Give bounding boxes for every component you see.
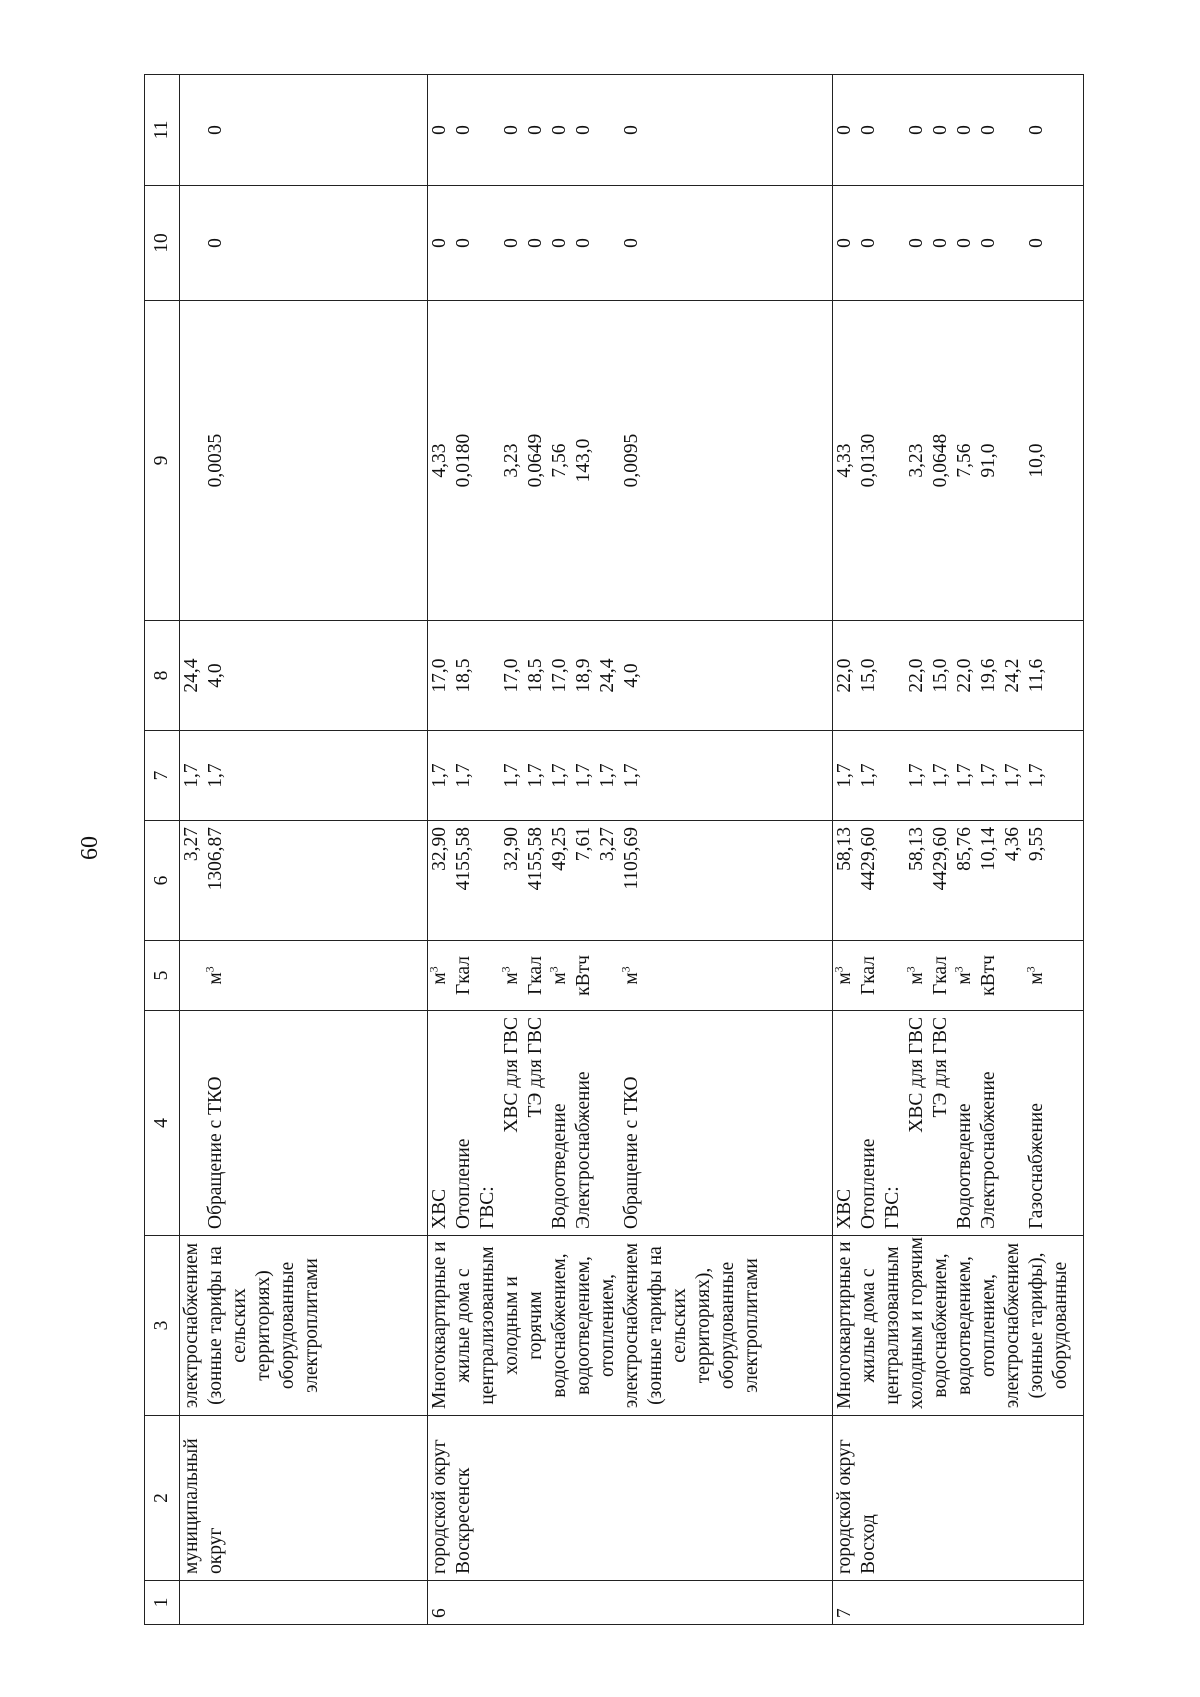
- service-cell: [833, 1011, 1084, 1236]
- housing-type-line: отоплением,: [978, 1273, 999, 1378]
- col10-value: 0: [501, 238, 522, 248]
- service-name: Обращение с ТКО: [205, 1076, 226, 1229]
- col10-value: [180, 192, 204, 294]
- col9-value: 0,0180: [453, 433, 474, 488]
- unit-value: [881, 947, 905, 1004]
- page-number: 60: [77, 836, 103, 860]
- unit-cell: [833, 941, 1084, 1011]
- col10-value: 0: [930, 238, 951, 248]
- municipality-cell: [428, 1416, 833, 1581]
- housing-type-line: (зонные тарифы на: [645, 1246, 666, 1405]
- col8-value: 15,0: [930, 658, 951, 693]
- col10-value: 0: [429, 238, 450, 248]
- col7-value: 1,7: [906, 763, 927, 788]
- housing-type-line: водоотведением,: [573, 1256, 594, 1395]
- service-name: Газоснабжение: [1026, 1103, 1047, 1229]
- header-cell: 10: [145, 186, 180, 301]
- col7-value: 1,7: [858, 763, 879, 788]
- municipality-line: городской округ: [429, 1439, 450, 1574]
- col8-value: 4,0: [621, 663, 642, 688]
- col8-value: 19,6: [978, 658, 999, 693]
- col6-value: 49,25: [549, 827, 570, 871]
- col10-value: 0: [205, 238, 226, 248]
- table-row: [833, 75, 1084, 1625]
- row-number-cell: 7: [833, 1581, 1084, 1625]
- unit-value: [1001, 947, 1025, 1004]
- col11-value: 0: [549, 125, 570, 135]
- col7-value: 1,7: [205, 763, 226, 788]
- col7-value: [476, 737, 500, 814]
- col11-value: [596, 81, 620, 179]
- housing-type-line: оборудованные: [1050, 1261, 1071, 1390]
- housing-type-line: оборудованные: [717, 1261, 738, 1390]
- service-name: ХВС: [429, 1188, 450, 1229]
- housing-type-line: холодным и: [501, 1276, 522, 1375]
- col9-value: [596, 307, 620, 614]
- housing-type-line: холодным и горячим: [906, 1237, 927, 1409]
- header-cell: 7: [145, 731, 180, 821]
- col8-value: 11,6: [1026, 658, 1047, 693]
- service-name: ТЭ для ГВС: [930, 1017, 951, 1118]
- col9-cell: [833, 301, 1084, 621]
- col8-value: 24,4: [597, 658, 618, 693]
- col9-value: 0,0095: [621, 433, 642, 488]
- housing-type-line: территориях): [253, 1270, 274, 1381]
- service-name: Обращение с ТКО: [621, 1076, 642, 1229]
- col7-value: 1,7: [1026, 763, 1047, 788]
- col11-value: 0: [1026, 125, 1047, 135]
- col8-value: 17,0: [501, 658, 522, 693]
- col11-value: 0: [205, 125, 226, 135]
- col7-value: [881, 737, 905, 814]
- service-name: Водоотведение: [954, 1103, 975, 1229]
- housing-type-line: централизованным: [477, 1246, 498, 1405]
- unit-value: $м^3$: [903, 966, 927, 985]
- housing-type-line: централизованным: [882, 1246, 903, 1405]
- col8-value: 18,9: [573, 658, 594, 693]
- col6-cell: [833, 821, 1084, 941]
- col6-value: 3,27: [597, 827, 618, 862]
- col7-cell: [833, 731, 1084, 821]
- col10-cell: [428, 186, 833, 301]
- unit-value: $м^3$: [618, 966, 642, 985]
- col11-value: 0: [429, 125, 450, 135]
- col8-value: 17,0: [549, 658, 570, 693]
- col7-value: 1,7: [501, 763, 522, 788]
- col11-value: 0: [858, 125, 879, 135]
- col10-value: 0: [978, 238, 999, 248]
- col9-value: 3,23: [501, 443, 522, 478]
- col11-value: 0: [525, 125, 546, 135]
- col9-value: 4,33: [429, 443, 450, 478]
- col6-value: 32,90: [501, 827, 522, 871]
- col10-value: [881, 192, 905, 294]
- col11-cell: [428, 75, 833, 186]
- col8-value: 24,2: [1002, 658, 1023, 693]
- col7-value: 1,7: [549, 763, 570, 788]
- col8-value: [881, 627, 905, 724]
- unit-value: [180, 947, 204, 1004]
- col7-value: 1,7: [621, 763, 642, 788]
- col9-value: [1001, 307, 1025, 614]
- col8-value: 18,5: [453, 658, 474, 693]
- col8-cell: [180, 621, 428, 731]
- col6-value: 4,36: [1002, 827, 1023, 862]
- col8-value: [476, 627, 500, 724]
- header-row: [145, 75, 180, 1625]
- col10-value: [1001, 192, 1025, 294]
- col10-value: [596, 192, 620, 294]
- col8-value: 22,0: [906, 658, 927, 693]
- col9-value: 3,23: [906, 443, 927, 478]
- col7-value: 1,7: [1002, 763, 1023, 788]
- col9-value: 0,0648: [930, 433, 951, 488]
- unit-value: $м^3$: [951, 966, 975, 985]
- col6-value: 58,13: [906, 827, 927, 871]
- service-name: ГВС:: [477, 1186, 498, 1229]
- housing-type-line: жилые дома с: [453, 1268, 474, 1383]
- col9-value: [180, 307, 204, 614]
- header-cell: 9: [145, 301, 180, 621]
- unit-value: $м^3$: [426, 966, 450, 985]
- col9-value: [881, 307, 905, 614]
- unit-value: кВтч: [978, 955, 999, 996]
- housing-type-line: электроснабжением: [621, 1242, 642, 1409]
- unit-value: [596, 947, 620, 1004]
- col9-value: 4,33: [834, 443, 855, 478]
- service-cell: [180, 1011, 428, 1236]
- col10-value: 0: [621, 238, 642, 248]
- col11-value: 0: [954, 125, 975, 135]
- header-cell: 6: [145, 821, 180, 941]
- housing-type-line: сельских: [229, 1288, 250, 1363]
- col9-cell: [180, 301, 428, 621]
- col10-value: 0: [1026, 238, 1047, 248]
- col8-value: 22,0: [954, 658, 975, 693]
- col6-cell: [428, 821, 833, 941]
- col6-value: 58,13: [834, 827, 855, 871]
- col6-value: 85,76: [954, 827, 975, 871]
- unit-value: $м^3$: [1023, 966, 1047, 985]
- service-name: ХВС для ГВС: [906, 1017, 927, 1133]
- col7-value: 1,7: [573, 763, 594, 788]
- col6-value: 1105,69: [621, 827, 642, 890]
- service-name: ГВС:: [882, 1186, 903, 1229]
- row-number-cell: [180, 1581, 428, 1625]
- col8-cell: [428, 621, 833, 731]
- housing-type-line: (зонные тарифы),: [1026, 1252, 1047, 1399]
- col8-value: 22,0: [834, 658, 855, 693]
- service-name: [596, 1017, 620, 1229]
- col8-value: 18,5: [525, 658, 546, 693]
- table-row: [428, 75, 833, 1625]
- col11-value: 0: [453, 125, 474, 135]
- unit-value: Гкал: [453, 956, 474, 996]
- col9-value: [476, 307, 500, 614]
- col6-value: [476, 827, 500, 934]
- service-name: [1001, 1017, 1025, 1229]
- unit-value: кВтч: [573, 955, 594, 996]
- col11-value: 0: [621, 125, 642, 135]
- col11-value: 0: [930, 125, 951, 135]
- col10-value: 0: [525, 238, 546, 248]
- service-cell: [428, 1011, 833, 1236]
- col7-value: 1,7: [930, 763, 951, 788]
- col11-value: 0: [573, 125, 594, 135]
- service-name: Отопление: [453, 1138, 474, 1229]
- unit-value: Гкал: [858, 956, 879, 996]
- header-cell: 11: [145, 75, 180, 186]
- col10-value: 0: [954, 238, 975, 248]
- unit-value: $м^3$: [202, 966, 226, 985]
- col10-value: [476, 192, 500, 294]
- housing-type-line: Многоквартирные и: [429, 1241, 450, 1409]
- col9-value: 0,0130: [858, 433, 879, 488]
- col6-value: 4155,58: [453, 827, 474, 891]
- col11-cell: [833, 75, 1084, 186]
- housing-type-line: электроплитами: [741, 1258, 762, 1393]
- service-name: ХВС: [834, 1188, 855, 1229]
- housing-type-cell: [428, 1236, 833, 1416]
- col8-value: 4,0: [205, 663, 226, 688]
- municipality-line: муниципальный: [181, 1438, 202, 1574]
- col10-value: 0: [906, 238, 927, 248]
- unit-value: $м^3$: [546, 966, 570, 985]
- col11-value: 0: [834, 125, 855, 135]
- service-name: ТЭ для ГВС: [525, 1017, 546, 1118]
- table-row: [180, 75, 428, 1625]
- col6-value: 1306,87: [205, 827, 226, 891]
- row-number-cell: 6: [428, 1581, 833, 1625]
- col11-cell: [180, 75, 428, 186]
- col6-value: 32,90: [429, 827, 450, 871]
- col7-value: 1,7: [954, 763, 975, 788]
- col9-value: 0,0035: [205, 433, 226, 488]
- col10-value: 0: [573, 238, 594, 248]
- header-cell: 5: [145, 941, 180, 1011]
- col9-value: 91,0: [978, 443, 999, 478]
- col7-value: 1,7: [834, 763, 855, 788]
- housing-type-line: электроснабжением: [1002, 1242, 1023, 1409]
- col6-value: 3,27: [181, 827, 202, 862]
- housing-type-line: территориях),: [693, 1267, 714, 1384]
- tariff-table: [144, 74, 1084, 1625]
- header-cell: 1: [145, 1581, 180, 1625]
- col6-value: [881, 827, 905, 934]
- col10-value: 0: [834, 238, 855, 248]
- unit-value: [476, 947, 500, 1004]
- header-cell: 3: [145, 1236, 180, 1416]
- col9-value: 7,56: [549, 443, 570, 478]
- col9-value: 7,56: [954, 443, 975, 478]
- col7-value: 1,7: [525, 763, 546, 788]
- municipality-line: округ: [205, 1527, 226, 1574]
- service-name: Отопление: [858, 1138, 879, 1229]
- service-name: Электроснабжение: [978, 1071, 999, 1229]
- col6-value: 4429,60: [930, 827, 951, 891]
- col11-value: 0: [501, 125, 522, 135]
- unit-value: Гкал: [525, 956, 546, 996]
- rotated-table-wrapper: [144, 75, 1084, 1625]
- col6-value: 4155,58: [525, 827, 546, 891]
- housing-type-cell: [833, 1236, 1084, 1416]
- municipality-line: городской округ: [834, 1439, 855, 1574]
- housing-type-line: жилые дома с: [858, 1268, 879, 1383]
- col11-value: [881, 81, 905, 179]
- col7-cell: [180, 731, 428, 821]
- col8-value: 17,0: [429, 658, 450, 693]
- col8-value: 15,0: [858, 658, 879, 693]
- col11-value: [476, 81, 500, 179]
- municipality-cell: [180, 1416, 428, 1581]
- col9-value: 0,0649: [525, 433, 546, 488]
- col6-value: 10,14: [978, 827, 999, 871]
- col11-value: 0: [906, 125, 927, 135]
- col11-value: [1001, 81, 1025, 179]
- header-cell: 8: [145, 621, 180, 731]
- service-name: ХВС для ГВС: [501, 1017, 522, 1133]
- service-name: Водоотведение: [549, 1103, 570, 1229]
- col9-value: 10,0: [1026, 443, 1047, 478]
- housing-type-line: электроплитами: [301, 1258, 322, 1393]
- col7-value: 1,7: [978, 763, 999, 788]
- col11-value: 0: [978, 125, 999, 135]
- col7-value: 1,7: [453, 763, 474, 788]
- col6-value: 7,61: [573, 827, 594, 862]
- col7-cell: [428, 731, 833, 821]
- col10-value: 0: [858, 238, 879, 248]
- municipality-line: Восход: [858, 1514, 879, 1574]
- unit-value: $м^3$: [498, 966, 522, 985]
- municipality-cell: [833, 1416, 1084, 1581]
- col10-value: 0: [453, 238, 474, 248]
- unit-value: $м^3$: [831, 966, 855, 985]
- col10-cell: [833, 186, 1084, 301]
- housing-type-line: (зонные тарифы на: [205, 1246, 226, 1405]
- housing-type-line: водоснабжением,: [549, 1253, 570, 1398]
- col10-cell: [180, 186, 428, 301]
- col6-cell: [180, 821, 428, 941]
- header-cell: 4: [145, 1011, 180, 1236]
- housing-type-line: водоснабжением,: [930, 1253, 951, 1398]
- col9-value: 143,0: [573, 438, 594, 483]
- housing-type-line: отоплением,: [597, 1273, 618, 1378]
- col8-cell: [833, 621, 1084, 731]
- municipality-line: Воскресенск: [453, 1467, 474, 1574]
- service-name: [180, 1017, 204, 1229]
- header-cell: 2: [145, 1416, 180, 1581]
- col6-value: 9,55: [1026, 827, 1047, 862]
- housing-type-cell: [180, 1236, 428, 1416]
- col7-value: 1,7: [597, 763, 618, 788]
- col10-value: 0: [549, 238, 570, 248]
- housing-type-line: Многоквартирные и: [834, 1241, 855, 1409]
- col9-cell: [428, 301, 833, 621]
- col11-value: [180, 81, 204, 179]
- housing-type-line: сельских: [669, 1288, 690, 1363]
- unit-value: Гкал: [930, 956, 951, 996]
- housing-type-line: горячим: [525, 1291, 546, 1360]
- service-name: Электроснабжение: [573, 1071, 594, 1229]
- unit-cell: [428, 941, 833, 1011]
- housing-type-line: электроснабжением: [181, 1242, 202, 1409]
- housing-type-line: оборудованные: [277, 1261, 298, 1390]
- col6-value: 4429,60: [858, 827, 879, 891]
- col8-value: 24,4: [181, 658, 202, 693]
- col7-value: 1,7: [429, 763, 450, 788]
- housing-type-line: водоотведением,: [954, 1256, 975, 1395]
- col7-value: 1,7: [181, 763, 202, 788]
- unit-cell: [180, 941, 428, 1011]
